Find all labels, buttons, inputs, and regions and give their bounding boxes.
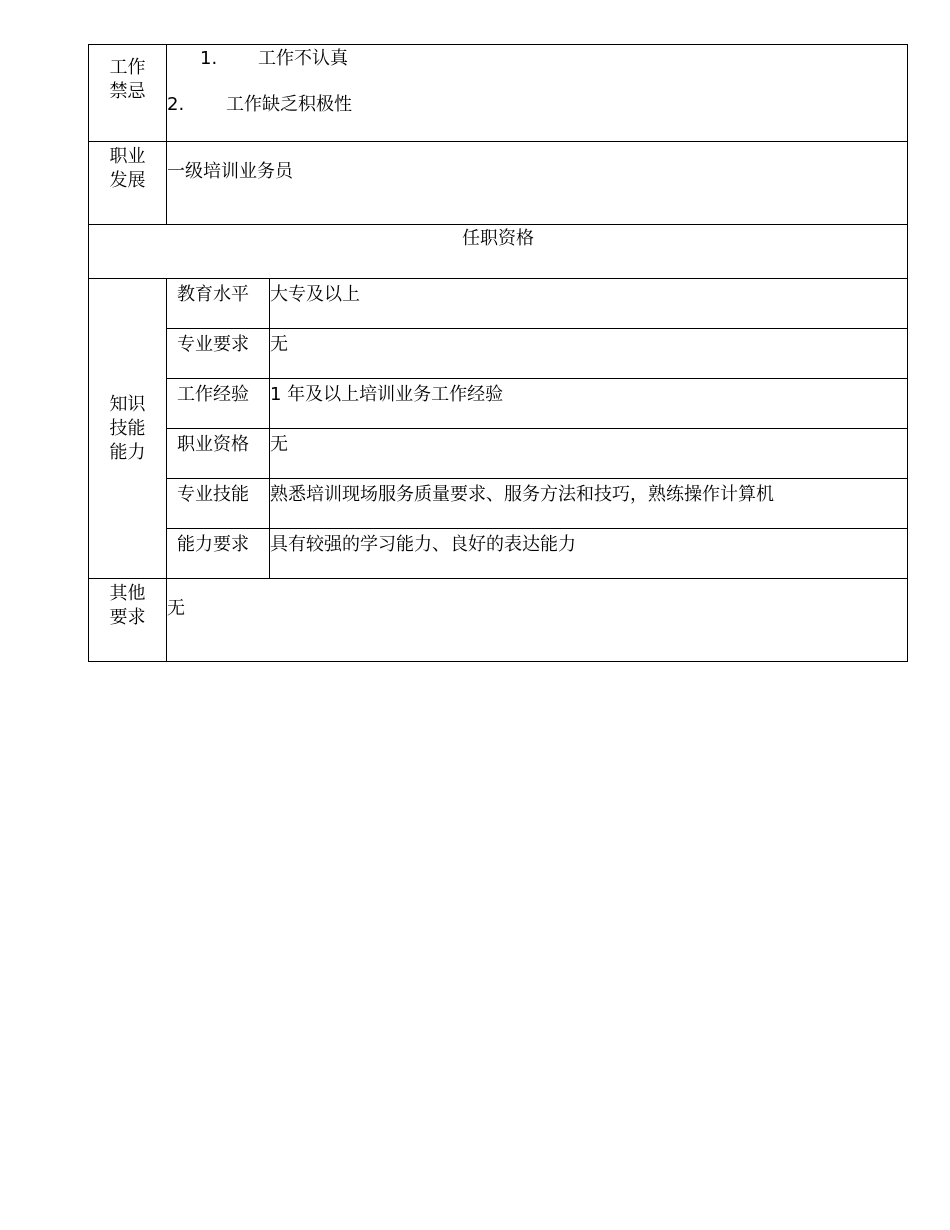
education-value: 大专及以上 — [270, 279, 908, 329]
professional-skills-label: 专业技能 — [167, 479, 270, 529]
professional-qualification-value: 无 — [270, 429, 908, 479]
work-experience-label: 工作经验 — [167, 379, 270, 429]
other-row — [89, 579, 908, 662]
taboo-item-2 — [167, 93, 907, 119]
knowledge-row-2 — [89, 329, 908, 379]
professional-qualification-label: 职业资格 — [167, 429, 270, 479]
other-label-line1: 其他 — [109, 583, 146, 604]
knowledge-label-line3: 能力 — [109, 441, 146, 463]
professional-skills-value: 熟悉培训现场服务质量要求、服务方法和技巧，熟练操作计算机 — [270, 479, 908, 529]
knowledge-label-line1: 知识 — [109, 393, 146, 415]
other-label — [89, 579, 167, 662]
education-label: 教育水平 — [167, 279, 270, 329]
job-qualification-table — [88, 44, 908, 662]
taboo-content — [167, 45, 908, 142]
taboo-label-line1: 工作 — [109, 57, 146, 78]
work-experience-value: 1 年及以上培训业务工作经验 — [270, 379, 908, 429]
taboo-row — [89, 45, 908, 142]
other-label-line2: 要求 — [109, 607, 146, 628]
taboo-label — [89, 45, 167, 142]
major-requirement-label: 专业要求 — [167, 329, 270, 379]
taboo-item-1-text: 工作不认真 — [258, 48, 348, 69]
knowledge-row-3 — [89, 379, 908, 429]
ability-requirement-value: 具有较强的学习能力、良好的表达能力 — [270, 529, 908, 579]
taboo-label-line2: 禁忌 — [109, 81, 146, 102]
knowledge-row-4 — [89, 429, 908, 479]
taboo-item-1 — [167, 47, 907, 93]
other-value: 无 — [167, 579, 908, 662]
qualifications-heading-row — [89, 225, 908, 279]
knowledge-label-line2: 技能 — [109, 417, 146, 439]
career-value: 一级培训业务员 — [167, 142, 908, 225]
ability-requirement-label: 能力要求 — [167, 529, 270, 579]
qualifications-heading: 任职资格 — [89, 225, 908, 279]
career-label-line2: 发展 — [109, 170, 146, 191]
knowledge-row-6 — [89, 529, 908, 579]
taboo-item-2-text: 工作缺乏积极性 — [226, 94, 352, 115]
career-label-line1: 职业 — [109, 146, 146, 167]
knowledge-row-5 — [89, 479, 908, 529]
taboo-item-2-number: 2. — [167, 94, 185, 115]
knowledge-row-1 — [89, 279, 908, 329]
major-requirement-value: 无 — [270, 329, 908, 379]
knowledge-label — [89, 279, 167, 579]
career-row — [89, 142, 908, 225]
career-label — [89, 142, 167, 225]
taboo-item-1-number: 1. — [200, 48, 218, 69]
